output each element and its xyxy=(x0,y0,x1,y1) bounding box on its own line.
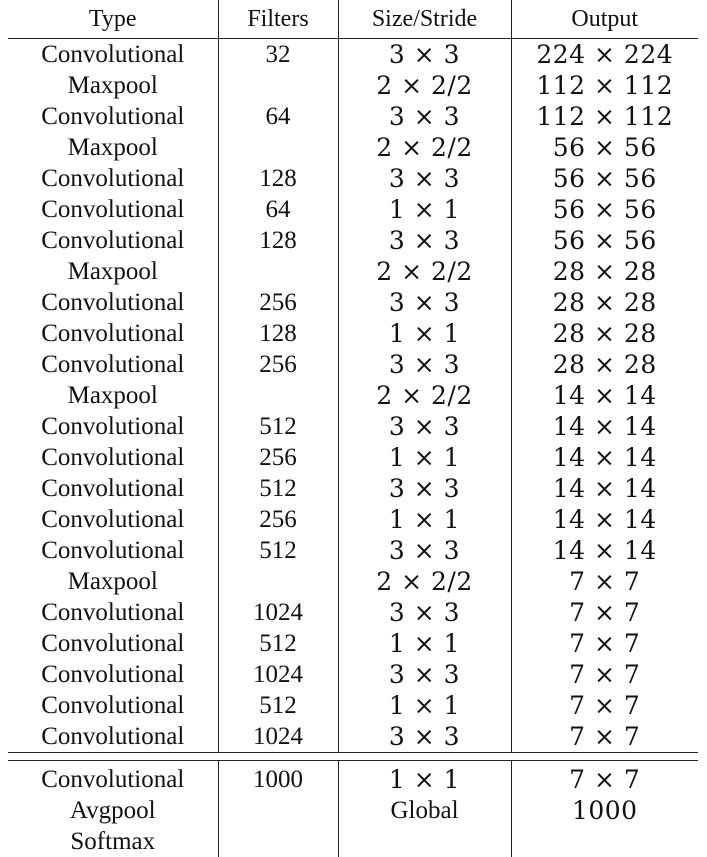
table-row xyxy=(8,826,698,857)
cell-type: Convolutional xyxy=(8,39,218,71)
cell-type: Maxpool xyxy=(8,566,218,597)
table-row xyxy=(8,287,698,318)
cell-size-stride: 3 × 3 xyxy=(338,101,511,132)
cell-filters: 128 xyxy=(218,318,338,349)
table-row xyxy=(8,101,698,132)
cell-type: Convolutional xyxy=(8,628,218,659)
cell-filters xyxy=(218,132,338,163)
cell-type: Convolutional xyxy=(8,442,218,473)
cell-filters: 256 xyxy=(218,504,338,535)
cell-size-stride: 1 × 1 xyxy=(338,628,511,659)
cell-filters xyxy=(218,380,338,411)
cell-output: 112 × 112 xyxy=(511,70,698,101)
cell-filters: 512 xyxy=(218,411,338,442)
cell-size-stride: 3 × 3 xyxy=(338,39,511,71)
cell-output: 7 × 7 xyxy=(511,721,698,753)
cell-type: Convolutional xyxy=(8,761,218,796)
cell-filters xyxy=(218,256,338,287)
cell-size-stride: 3 × 3 xyxy=(338,163,511,194)
cell-type: Convolutional xyxy=(8,101,218,132)
cell-filters: 512 xyxy=(218,628,338,659)
cell-output: 56 × 56 xyxy=(511,163,698,194)
header-size-stride: Size/Stride xyxy=(338,0,511,39)
table-row xyxy=(8,39,698,71)
cell-filters: 256 xyxy=(218,287,338,318)
cell-size-stride: 3 × 3 xyxy=(338,473,511,504)
cell-output: 112 × 112 xyxy=(511,101,698,132)
cell-output: 14 × 14 xyxy=(511,442,698,473)
cell-output: 7 × 7 xyxy=(511,628,698,659)
table-row xyxy=(8,566,698,597)
cell-type: Softmax xyxy=(8,826,218,857)
cell-type: Maxpool xyxy=(8,70,218,101)
table-row xyxy=(8,225,698,256)
cell-output: 28 × 28 xyxy=(511,349,698,380)
cell-type: Convolutional xyxy=(8,504,218,535)
double-rule-gap xyxy=(8,753,698,761)
cell-output: 14 × 14 xyxy=(511,380,698,411)
cell-output: 224 × 224 xyxy=(511,39,698,71)
cell-type: Maxpool xyxy=(8,132,218,163)
cell-filters: 256 xyxy=(218,442,338,473)
cell-type: Convolutional xyxy=(8,194,218,225)
cell-type: Avgpool xyxy=(8,795,218,826)
cell-size-stride: 3 × 3 xyxy=(338,287,511,318)
cell-output: 14 × 14 xyxy=(511,504,698,535)
cell-filters: 256 xyxy=(218,349,338,380)
cell-size-stride: 2 × 2/2 xyxy=(338,132,511,163)
cell-type: Maxpool xyxy=(8,256,218,287)
cell-size-stride: 3 × 3 xyxy=(338,349,511,380)
cell-size-stride: 2 × 2/2 xyxy=(338,256,511,287)
cell-type: Convolutional xyxy=(8,411,218,442)
final-rows xyxy=(8,761,698,857)
cell-size-stride: 1 × 1 xyxy=(338,504,511,535)
header-row xyxy=(8,0,698,39)
cell-type: Convolutional xyxy=(8,597,218,628)
cell-filters xyxy=(218,566,338,597)
table-row xyxy=(8,659,698,690)
cell-type: Convolutional xyxy=(8,349,218,380)
cell-filters xyxy=(218,826,338,857)
table-row xyxy=(8,349,698,380)
cell-filters: 1000 xyxy=(218,761,338,796)
cell-output: 28 × 28 xyxy=(511,287,698,318)
table-row xyxy=(8,795,698,826)
cell-filters: 128 xyxy=(218,225,338,256)
table-row xyxy=(8,721,698,753)
cell-filters: 1024 xyxy=(218,659,338,690)
cell-size-stride: 3 × 3 xyxy=(338,659,511,690)
table-row xyxy=(8,194,698,225)
cell-type: Convolutional xyxy=(8,287,218,318)
cell-output: 56 × 56 xyxy=(511,194,698,225)
cell-output: 14 × 14 xyxy=(511,411,698,442)
table-row xyxy=(8,318,698,349)
cell-filters: 512 xyxy=(218,473,338,504)
cell-filters: 128 xyxy=(218,163,338,194)
table-row xyxy=(8,473,698,504)
cell-filters: 1024 xyxy=(218,597,338,628)
table-row xyxy=(8,628,698,659)
cell-size-stride: 3 × 3 xyxy=(338,721,511,753)
cell-type: Convolutional xyxy=(8,318,218,349)
cell-output: 56 × 56 xyxy=(511,225,698,256)
cell-output: 14 × 14 xyxy=(511,473,698,504)
cell-type: Convolutional xyxy=(8,473,218,504)
header-output: Output xyxy=(511,0,698,39)
cell-size-stride: 1 × 1 xyxy=(338,318,511,349)
cell-type: Convolutional xyxy=(8,535,218,566)
cell-size-stride: 1 × 1 xyxy=(338,442,511,473)
cell-size-stride: 2 × 2/2 xyxy=(338,70,511,101)
cell-output: 7 × 7 xyxy=(511,566,698,597)
table-row xyxy=(8,761,698,796)
cell-output: 28 × 28 xyxy=(511,256,698,287)
cell-size-stride: 1 × 1 xyxy=(338,194,511,225)
cell-size-stride: 3 × 3 xyxy=(338,225,511,256)
table-row xyxy=(8,256,698,287)
cell-filters: 1024 xyxy=(218,721,338,753)
cell-type: Maxpool xyxy=(8,380,218,411)
cell-filters: 32 xyxy=(218,39,338,71)
cell-output: 14 × 14 xyxy=(511,535,698,566)
table-row xyxy=(8,442,698,473)
architecture-table xyxy=(8,0,698,857)
table-row xyxy=(8,411,698,442)
cell-size-stride: 3 × 3 xyxy=(338,535,511,566)
cell-type: Convolutional xyxy=(8,659,218,690)
main-rows xyxy=(8,39,698,753)
cell-output: 7 × 7 xyxy=(511,761,698,796)
table-row xyxy=(8,690,698,721)
header-type: Type xyxy=(8,0,218,39)
table-row xyxy=(8,504,698,535)
table-row xyxy=(8,380,698,411)
cell-filters: 64 xyxy=(218,194,338,225)
cell-filters: 512 xyxy=(218,690,338,721)
cell-output xyxy=(511,826,698,857)
cell-output: 28 × 28 xyxy=(511,318,698,349)
header-filters: Filters xyxy=(218,0,338,39)
table-row xyxy=(8,597,698,628)
cell-output: 7 × 7 xyxy=(511,690,698,721)
table-row xyxy=(8,163,698,194)
cell-output: 1000 xyxy=(511,795,698,826)
cell-size-stride: 1 × 1 xyxy=(338,690,511,721)
cell-output: 7 × 7 xyxy=(511,659,698,690)
table-row xyxy=(8,535,698,566)
cell-type: Convolutional xyxy=(8,163,218,194)
cell-size-stride: 2 × 2/2 xyxy=(338,566,511,597)
cell-size-stride: 1 × 1 xyxy=(338,761,511,796)
cell-filters: 64 xyxy=(218,101,338,132)
table-row xyxy=(8,132,698,163)
cell-filters xyxy=(218,795,338,826)
cell-size-stride: 3 × 3 xyxy=(338,411,511,442)
cell-size-stride: 2 × 2/2 xyxy=(338,380,511,411)
cell-size-stride: 3 × 3 xyxy=(338,597,511,628)
cell-filters: 512 xyxy=(218,535,338,566)
cell-type: Convolutional xyxy=(8,225,218,256)
cell-size-stride xyxy=(338,826,511,857)
cell-output: 7 × 7 xyxy=(511,597,698,628)
cell-type: Convolutional xyxy=(8,721,218,753)
table-row xyxy=(8,70,698,101)
cell-size-stride: Global xyxy=(338,795,511,826)
cell-filters xyxy=(218,70,338,101)
cell-output: 56 × 56 xyxy=(511,132,698,163)
cell-type: Convolutional xyxy=(8,690,218,721)
